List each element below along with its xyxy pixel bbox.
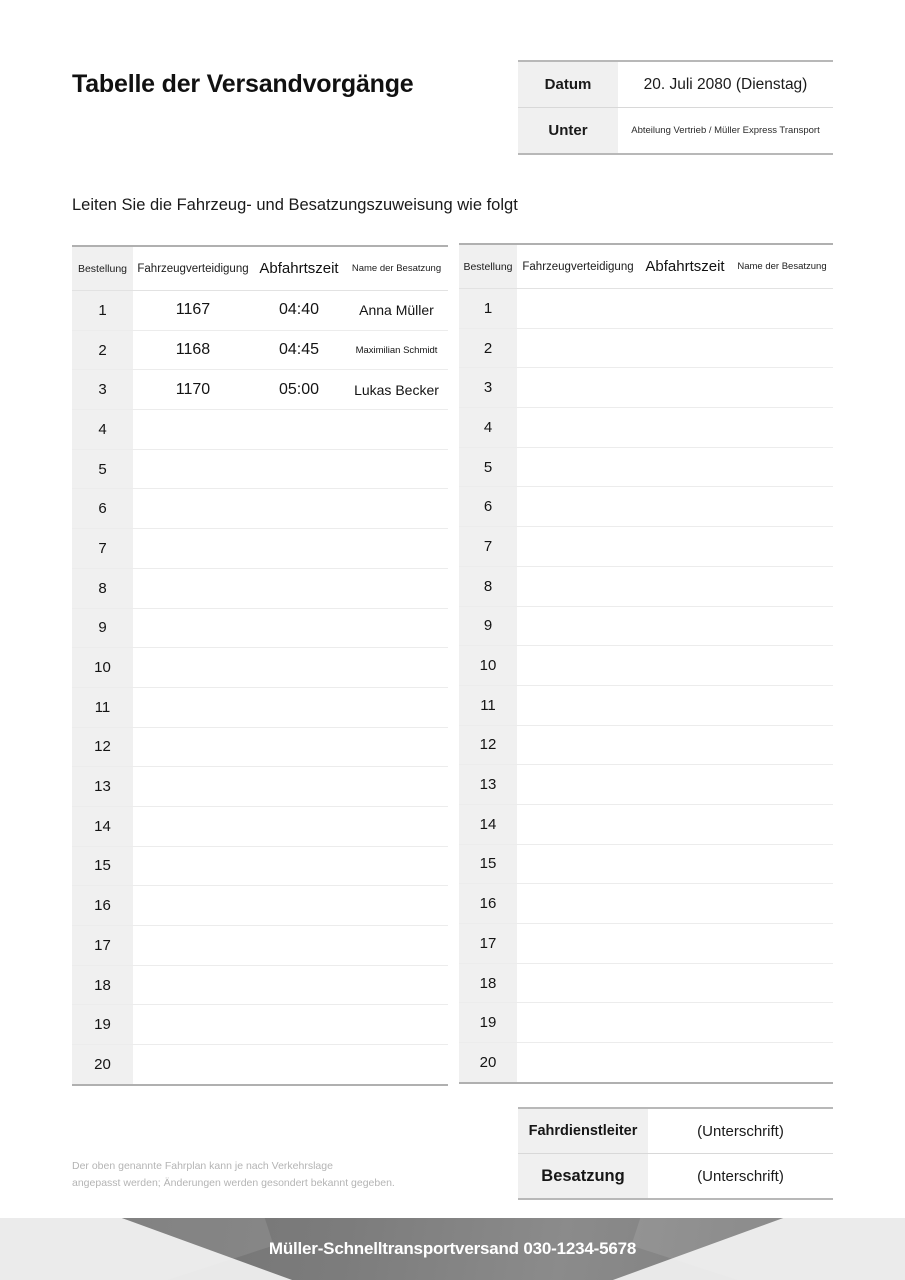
cell-crew[interactable]: [731, 368, 833, 408]
table-row: [459, 924, 833, 964]
table-row: [459, 646, 833, 686]
cell-departure[interactable]: [253, 926, 345, 966]
cell-order: 18: [459, 963, 517, 1003]
cell-departure[interactable]: [639, 963, 731, 1003]
cell-vehicle[interactable]: [133, 1045, 253, 1084]
cell-departure[interactable]: [639, 725, 731, 765]
cell-order: 5: [459, 447, 517, 487]
cell-order: 20: [459, 1043, 517, 1082]
column-header-departure: Abfahrtszeit: [639, 245, 731, 289]
cell-departure[interactable]: [639, 527, 731, 567]
cell-crew[interactable]: Maximilian Schmidt: [345, 330, 448, 370]
cell-crew[interactable]: [345, 926, 448, 966]
cell-vehicle[interactable]: [133, 846, 253, 886]
signature-box: [518, 1107, 833, 1200]
cell-crew[interactable]: [731, 606, 833, 646]
instruction-subtitle: Leiten Sie die Fahrzeug- und Besatzungszuweisung wie folgt: [72, 196, 518, 214]
cell-crew[interactable]: [345, 449, 448, 489]
cell-crew[interactable]: [345, 687, 448, 727]
cell-departure[interactable]: [639, 289, 731, 329]
cell-departure[interactable]: [253, 489, 345, 529]
table-row: [459, 408, 833, 448]
cell-order: 16: [72, 886, 133, 926]
table-row: [72, 965, 448, 1005]
cell-departure[interactable]: [253, 568, 345, 608]
table-row: [72, 608, 448, 648]
cell-departure[interactable]: [253, 1005, 345, 1045]
cell-departure[interactable]: [253, 648, 345, 688]
cell-departure[interactable]: 04:40: [253, 291, 345, 331]
cell-order: 11: [72, 687, 133, 727]
cell-crew[interactable]: Anna Müller: [345, 291, 448, 331]
cell-crew[interactable]: [345, 846, 448, 886]
cell-crew[interactable]: [345, 767, 448, 807]
cell-order: 1: [72, 291, 133, 331]
table-row: [72, 687, 448, 727]
cell-vehicle[interactable]: [517, 606, 639, 646]
table-row: [459, 447, 833, 487]
cell-departure[interactable]: [639, 368, 731, 408]
cell-crew[interactable]: [345, 568, 448, 608]
cell-vehicle[interactable]: [517, 289, 639, 329]
cell-order: 17: [459, 924, 517, 964]
cell-order: 15: [72, 846, 133, 886]
cell-vehicle[interactable]: [133, 568, 253, 608]
cell-vehicle[interactable]: [517, 963, 639, 1003]
cell-departure[interactable]: [253, 846, 345, 886]
cell-departure[interactable]: 04:45: [253, 330, 345, 370]
cell-departure[interactable]: [639, 685, 731, 725]
column-header-vehicle: Fahrzeugverteidigung: [133, 247, 253, 291]
cell-crew[interactable]: [731, 924, 833, 964]
cell-order: 19: [72, 1005, 133, 1045]
cell-crew[interactable]: [731, 566, 833, 606]
cell-order: 17: [72, 926, 133, 966]
page-title: Tabelle der Versandvorgänge: [72, 70, 414, 98]
table-row: [459, 328, 833, 368]
dispatch-table-left: [72, 245, 448, 1086]
cell-crew[interactable]: [731, 527, 833, 567]
cell-order: 15: [459, 844, 517, 884]
cell-vehicle[interactable]: [517, 566, 639, 606]
cell-vehicle[interactable]: [133, 886, 253, 926]
table-row: [459, 487, 833, 527]
signature-row-crew: [518, 1153, 833, 1198]
cell-order: 4: [459, 408, 517, 448]
table-row: [459, 765, 833, 805]
dispatch-grid-left: [72, 247, 448, 1084]
cell-departure[interactable]: [253, 886, 345, 926]
table-row: [72, 489, 448, 529]
table-row: [72, 727, 448, 767]
cell-order: 14: [459, 804, 517, 844]
cell-order: 7: [459, 527, 517, 567]
cell-order: 2: [72, 330, 133, 370]
cell-order: 13: [72, 767, 133, 807]
cell-order: 1: [459, 289, 517, 329]
cell-departure[interactable]: [639, 566, 731, 606]
table-row: [72, 449, 448, 489]
cell-departure[interactable]: [639, 487, 731, 527]
cell-departure[interactable]: 05:00: [253, 370, 345, 410]
cell-order: 2: [459, 328, 517, 368]
cell-vehicle[interactable]: [133, 687, 253, 727]
cell-crew[interactable]: [731, 447, 833, 487]
cell-vehicle[interactable]: [133, 449, 253, 489]
cell-departure[interactable]: [253, 806, 345, 846]
cell-departure[interactable]: [639, 328, 731, 368]
signature-label-crew: Besatzung: [518, 1154, 648, 1198]
cell-crew[interactable]: [731, 408, 833, 448]
cell-departure[interactable]: [253, 529, 345, 569]
cell-crew[interactable]: [731, 646, 833, 686]
cell-vehicle[interactable]: [517, 924, 639, 964]
cell-vehicle[interactable]: [133, 489, 253, 529]
cell-vehicle[interactable]: [517, 1043, 639, 1082]
cell-crew[interactable]: [345, 806, 448, 846]
cell-departure[interactable]: [639, 1003, 731, 1043]
table-row: [72, 806, 448, 846]
dispatch-rows-left: [72, 291, 448, 1084]
cell-order: 8: [459, 566, 517, 606]
signature-row-dispatcher: [518, 1109, 833, 1153]
cell-order: 3: [72, 370, 133, 410]
column-header-order: Bestellung: [72, 247, 133, 291]
cell-crew[interactable]: Lukas Becker: [345, 370, 448, 410]
cell-departure[interactable]: [253, 687, 345, 727]
cell-order: 8: [72, 568, 133, 608]
cell-vehicle[interactable]: [517, 328, 639, 368]
cell-order: 12: [72, 727, 133, 767]
column-header-crew: Name der Besatzung: [345, 247, 448, 291]
cell-vehicle[interactable]: [517, 646, 639, 686]
table-row: [72, 291, 448, 331]
cell-crew[interactable]: [731, 804, 833, 844]
cell-crew[interactable]: [345, 886, 448, 926]
cell-departure[interactable]: [253, 1045, 345, 1084]
cell-departure[interactable]: [639, 924, 731, 964]
table-row: [72, 529, 448, 569]
cell-departure[interactable]: [253, 965, 345, 1005]
cell-departure[interactable]: [253, 449, 345, 489]
cell-order: 10: [459, 646, 517, 686]
column-header-order: Bestellung: [459, 245, 517, 289]
table-row: [459, 566, 833, 606]
dispatch-grid-right: [459, 245, 833, 1082]
cell-crew[interactable]: [731, 765, 833, 805]
table-row: [459, 725, 833, 765]
footer-banner: [0, 1218, 905, 1280]
dispatch-rows-right: [459, 289, 833, 1082]
cell-vehicle[interactable]: [517, 804, 639, 844]
cell-crew[interactable]: [731, 844, 833, 884]
signature-field-crew[interactable]: (Unterschrift): [648, 1154, 833, 1198]
column-header-crew: Name der Besatzung: [731, 245, 833, 289]
cell-vehicle[interactable]: [517, 368, 639, 408]
table-row: [72, 886, 448, 926]
cell-crew[interactable]: [731, 487, 833, 527]
cell-vehicle[interactable]: [517, 1003, 639, 1043]
table-row: [72, 926, 448, 966]
cell-vehicle[interactable]: [133, 965, 253, 1005]
cell-vehicle[interactable]: [133, 727, 253, 767]
cell-departure[interactable]: [639, 884, 731, 924]
cell-vehicle[interactable]: [517, 527, 639, 567]
cell-crew[interactable]: [345, 489, 448, 529]
cell-order: 7: [72, 529, 133, 569]
cell-crew[interactable]: [345, 1005, 448, 1045]
cell-crew[interactable]: [731, 884, 833, 924]
cell-vehicle[interactable]: [517, 685, 639, 725]
cell-crew[interactable]: [345, 1045, 448, 1084]
cell-order: 19: [459, 1003, 517, 1043]
cell-vehicle[interactable]: [517, 844, 639, 884]
cell-order: 6: [72, 489, 133, 529]
table-row: [72, 1005, 448, 1045]
cell-departure[interactable]: [639, 844, 731, 884]
table-row: [459, 884, 833, 924]
cell-vehicle[interactable]: [133, 767, 253, 807]
document-meta-box: [518, 60, 833, 155]
table-row: [459, 368, 833, 408]
signature-field-dispatcher[interactable]: (Unterschrift): [648, 1109, 833, 1153]
table-row: [72, 767, 448, 807]
cell-vehicle[interactable]: [517, 765, 639, 805]
cell-departure[interactable]: [639, 408, 731, 448]
table-row: [459, 527, 833, 567]
meta-label-unit: Unter: [518, 108, 618, 153]
cell-vehicle[interactable]: [133, 529, 253, 569]
table-row: [459, 606, 833, 646]
cell-order: 5: [72, 449, 133, 489]
cell-order: 9: [72, 608, 133, 648]
cell-crew[interactable]: [731, 289, 833, 329]
cell-crew[interactable]: [345, 410, 448, 450]
cell-departure[interactable]: [253, 410, 345, 450]
cell-departure[interactable]: [253, 727, 345, 767]
cell-order: 13: [459, 765, 517, 805]
cell-departure[interactable]: [639, 646, 731, 686]
meta-row-unit: [518, 107, 833, 153]
cell-vehicle[interactable]: [517, 447, 639, 487]
cell-vehicle[interactable]: [517, 487, 639, 527]
cell-order: 18: [72, 965, 133, 1005]
table-row: [459, 1043, 833, 1082]
footnote: [72, 1158, 395, 1193]
table-row: [72, 846, 448, 886]
table-row: [459, 844, 833, 884]
cell-vehicle[interactable]: [133, 1005, 253, 1045]
footer-company-contact: Müller-Schnelltransportversand 030-1234-5678: [268, 1239, 637, 1258]
table-header-row: [72, 247, 448, 291]
cell-order: 14: [72, 806, 133, 846]
cell-order: 16: [459, 884, 517, 924]
table-row: [72, 568, 448, 608]
cell-crew[interactable]: [731, 1043, 833, 1082]
cell-crew[interactable]: [345, 648, 448, 688]
cell-order: 20: [72, 1045, 133, 1084]
cell-order: 11: [459, 685, 517, 725]
cell-crew[interactable]: [731, 685, 833, 725]
signature-label-dispatcher: Fahrdienstleiter: [518, 1109, 648, 1153]
cell-vehicle[interactable]: 1168: [133, 330, 253, 370]
cell-departure[interactable]: [253, 608, 345, 648]
cell-order: 12: [459, 725, 517, 765]
cell-departure[interactable]: [639, 447, 731, 487]
cell-crew[interactable]: [731, 1003, 833, 1043]
cell-departure[interactable]: [253, 767, 345, 807]
cell-vehicle[interactable]: [133, 410, 253, 450]
meta-row-date: [518, 62, 833, 107]
table-row: [72, 370, 448, 410]
cell-order: 6: [459, 487, 517, 527]
cell-crew[interactable]: [731, 963, 833, 1003]
cell-order: 9: [459, 606, 517, 646]
table-row: [72, 1045, 448, 1084]
cell-departure[interactable]: [639, 606, 731, 646]
cell-vehicle[interactable]: 1170: [133, 370, 253, 410]
table-row: [459, 1003, 833, 1043]
table-header-row: [459, 245, 833, 289]
table-row: [459, 963, 833, 1003]
cell-crew[interactable]: [345, 529, 448, 569]
cell-vehicle[interactable]: 1167: [133, 291, 253, 331]
cell-crew[interactable]: [345, 727, 448, 767]
cell-vehicle[interactable]: [133, 608, 253, 648]
cell-vehicle[interactable]: [133, 926, 253, 966]
table-row: [459, 685, 833, 725]
cell-departure[interactable]: [639, 804, 731, 844]
cell-vehicle[interactable]: [133, 648, 253, 688]
table-row: [72, 648, 448, 688]
dispatch-table-right: [459, 243, 833, 1084]
footnote-line-2: angepasst werden; Änderungen werden gesondert bekannt gegeben.: [72, 1177, 395, 1190]
table-row: [72, 410, 448, 450]
cell-vehicle[interactable]: [133, 806, 253, 846]
cell-order: 3: [459, 368, 517, 408]
cell-vehicle[interactable]: [517, 884, 639, 924]
cell-crew[interactable]: [731, 725, 833, 765]
cell-crew[interactable]: [345, 608, 448, 648]
footnote-line-1: Der oben genannte Fahrplan kann je nach Verkehrslage: [72, 1160, 333, 1172]
meta-value-date: 20. Juli 2080 (Dienstag): [618, 62, 833, 107]
cell-departure[interactable]: [639, 765, 731, 805]
meta-label-date: Datum: [518, 62, 618, 107]
cell-vehicle[interactable]: [517, 408, 639, 448]
column-header-vehicle: Fahrzeugverteidigung: [517, 245, 639, 289]
table-row: [72, 330, 448, 370]
table-row: [459, 289, 833, 329]
cell-vehicle[interactable]: [517, 725, 639, 765]
cell-departure[interactable]: [639, 1043, 731, 1082]
meta-value-unit: Abteilung Vertrieb / Müller Express Transport: [618, 108, 833, 153]
cell-order: 10: [72, 648, 133, 688]
cell-crew[interactable]: [345, 965, 448, 1005]
cell-order: 4: [72, 410, 133, 450]
cell-crew[interactable]: [731, 328, 833, 368]
column-header-departure: Abfahrtszeit: [253, 247, 345, 291]
table-row: [459, 804, 833, 844]
